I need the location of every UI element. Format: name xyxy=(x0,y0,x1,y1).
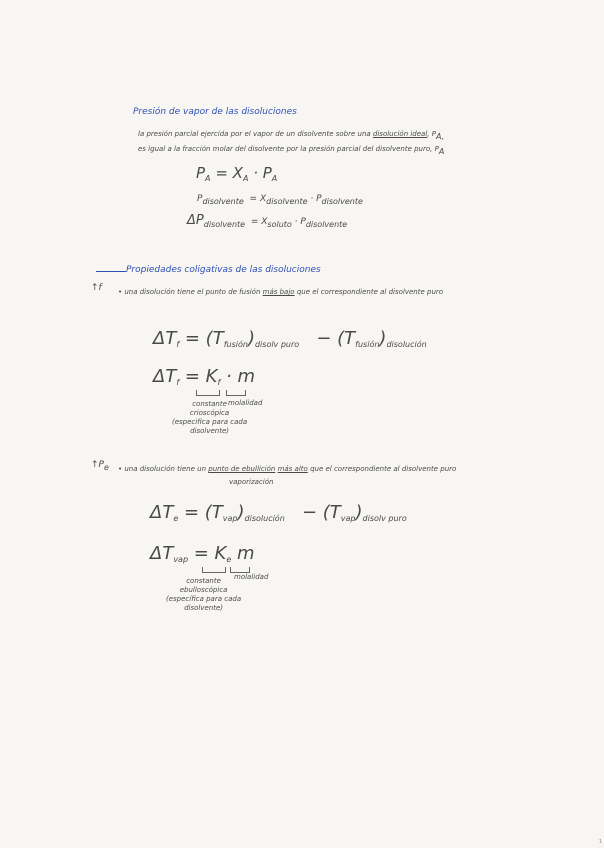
fusion-equation-1: $\Delta T_f = (T_{fusión})_{disolv puro}$ − $(T_{fusión})_{disolución}$ xyxy=(153,328,427,349)
vapor-section-title: Presión de vapor de las disoluciones xyxy=(133,107,297,117)
eb-marker: ↑Pe xyxy=(91,460,109,472)
fusion-marker: ↑f xyxy=(91,283,102,293)
eb-statement: • una disolución tiene un punto de ebullición más alto que el correspondiente al disolvente puro xyxy=(118,465,457,473)
eb-statement-note: vaporización xyxy=(229,478,274,486)
vapor-text-line-2: es igual a la fracción molar del disolvente por la presión parcial del disolvente puro, PA xyxy=(138,145,445,156)
section-arrow-line xyxy=(96,271,126,272)
vapor-equation-3: ΔPdisolvente = Xsoluto · Pdisolvente xyxy=(187,213,348,229)
eb-m-label: molalidad xyxy=(234,573,269,581)
fusion-equation-2: $\Delta T_f = K_f \cdot m$ xyxy=(153,366,256,387)
vapor-equation-1: $P_A = X_A \cdot P_A$ xyxy=(196,164,278,183)
vapor-equation-2: Pdisolvente = Xdisolvente · Pdisolvente xyxy=(197,194,363,206)
eb-k-brace xyxy=(202,567,226,573)
fusion-statement: • una disolución tiene el punto de fusión más bajo que el correspondiente al disolvente puro xyxy=(118,288,444,296)
fusion-m-brace xyxy=(226,390,246,396)
eb-k-label: constante ebulloscópica (específica para cada disolvente) xyxy=(166,577,242,612)
fusion-m-label: molalidad xyxy=(228,399,263,407)
vapor-text-line-1: la presión parcial ejercida por el vapor de un disolvente sobre una disolución ideal, PA, xyxy=(138,130,445,141)
page-corner-mark: 1 xyxy=(598,839,602,845)
eb-equation-2: $\Delta T_{vap} = K_e$ m xyxy=(150,543,255,564)
eb-equation-1: $\Delta T_e = (T_{vap})_{disolución}$ − $(T_{vap})_{disolv puro}$ xyxy=(150,502,407,523)
coligativas-section-title: Propiedades coligativas de las disoluciones xyxy=(126,265,321,275)
fusion-k-label: constante crioscópica (especifica para cada disolvente) xyxy=(172,400,248,435)
fusion-k-brace xyxy=(196,390,220,396)
